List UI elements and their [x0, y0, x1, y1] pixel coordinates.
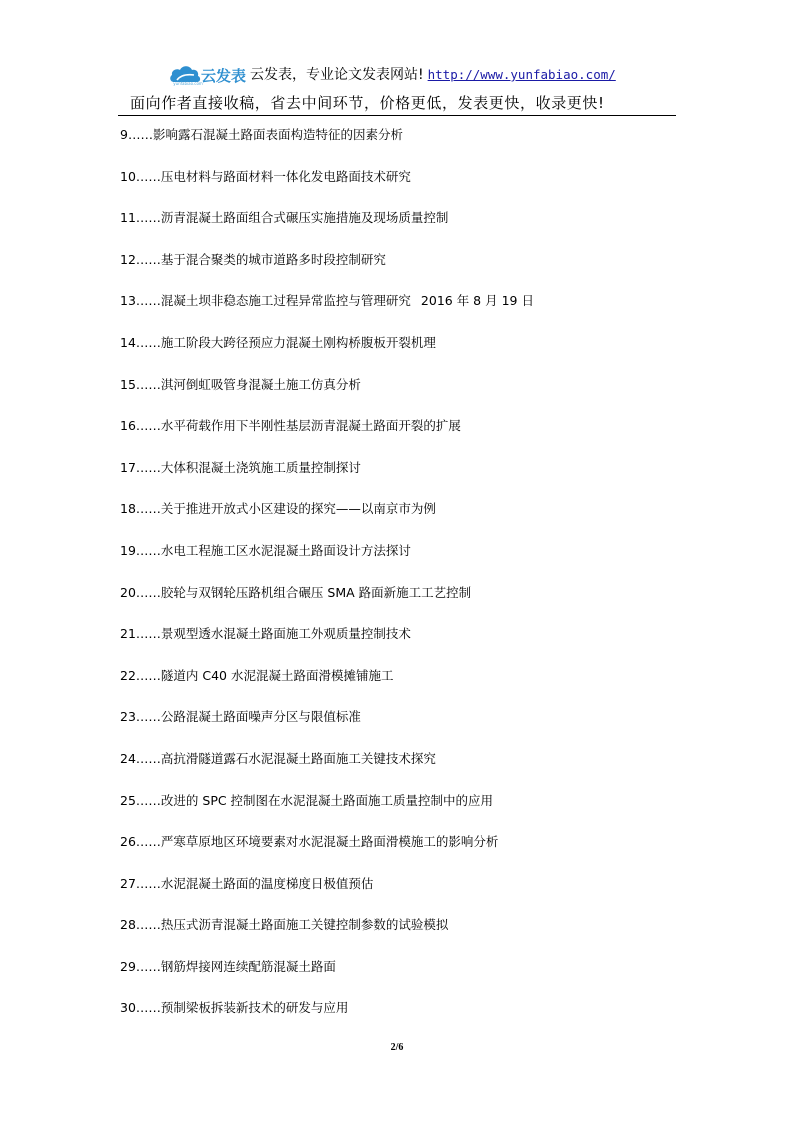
item-number: 14 [120, 334, 136, 350]
item-title: 高抗滑隧道露石水泥混凝土路面施工关键技术探究 [160, 750, 436, 766]
item-title: 预制梁板拆装新技术的研发与应用 [160, 1000, 349, 1016]
item-title: 水平荷载作用下半刚性基层沥青混凝土路面开裂的扩展 [160, 418, 461, 434]
item-number: 17 [120, 459, 136, 475]
item-date: 2016 年 8 月 19 日 [420, 293, 534, 309]
item-separator: …… [135, 709, 161, 725]
list-item [120, 541, 680, 583]
item-title: 公路混凝土路面噪声分区与限值标准 [160, 709, 361, 725]
item-title: 严寒草原地区环境要素对水泥混凝土路面滑模施工的影响分析 [160, 834, 499, 850]
item-title: 基于混合聚类的城市道路多时段控制研究 [160, 251, 386, 267]
item-title: 热压式沥青混凝土路面施工关键控制参数的试验模拟 [160, 917, 449, 933]
item-separator: …… [135, 792, 161, 808]
item-number: 22 [120, 667, 136, 683]
item-title: 水电工程施工区水泥混凝土路面设计方法探讨 [160, 542, 411, 558]
item-separator: …… [135, 667, 161, 683]
item-separator: …… [135, 418, 161, 434]
item-number: 16 [120, 418, 136, 434]
item-number: 18 [120, 501, 136, 517]
item-title: 景观型透水混凝土路面施工外观质量控制技术 [160, 626, 411, 642]
list-item [120, 791, 680, 833]
item-separator: …… [135, 210, 161, 226]
item-number: 27 [120, 875, 136, 891]
item-separator: …… [135, 334, 161, 350]
list-item [120, 666, 680, 708]
item-title: 施工阶段大跨径预应力混凝土刚构桥腹板开裂机理 [160, 334, 436, 350]
item-title: 影响露石混凝土路面表面构造特征的因素分析 [152, 127, 403, 142]
item-title: 大体积混凝土浇筑施工质量控制探讨 [160, 459, 361, 475]
list-item [120, 167, 680, 209]
list-item [120, 749, 680, 791]
list-item [120, 375, 680, 417]
item-separator: …… [135, 875, 161, 891]
item-separator: …… [135, 376, 161, 392]
item-title: 胶轮与双钢轮压路机组合碾压 SMA 路面新施工工艺控制 [160, 584, 472, 600]
item-title: 淇河倒虹吸管身混凝土施工仿真分析 [160, 376, 361, 392]
item-number: 23 [120, 709, 136, 725]
item-separator: …… [135, 501, 161, 517]
article-list [120, 125, 680, 1040]
item-separator: …… [135, 917, 161, 933]
item-separator: …… [135, 293, 161, 309]
item-number: 15 [120, 376, 136, 392]
list-item [120, 707, 680, 749]
header-slogan: 面向作者直接收稿，省去中间环节，价格更低，发表更快，收录更快! [130, 94, 605, 112]
item-title: 水泥混凝土路面的温度梯度日极值预估 [160, 875, 374, 891]
item-title: 改进的 SPC 控制图在水泥混凝土路面施工质量控制中的应用 [160, 792, 494, 808]
list-item [120, 291, 680, 333]
item-separator: …… [135, 958, 161, 974]
item-separator: …… [135, 584, 161, 600]
list-item [120, 125, 680, 167]
item-number: 26 [120, 834, 136, 850]
tagline-text: 云发表，专业论文发表网站! [250, 67, 424, 83]
item-number: 13 [120, 293, 136, 309]
item-title: 隧道内 C40 水泥混凝土路面滑模摊铺施工 [160, 667, 394, 683]
list-item [120, 583, 680, 625]
item-number: 30 [120, 1000, 136, 1016]
item-title: 混凝土坝非稳态施工过程异常监控与管理研究 [160, 293, 411, 309]
header-tagline [250, 64, 616, 84]
item-number: 29 [120, 958, 136, 974]
item-separator: …… [127, 127, 153, 142]
item-separator: …… [135, 542, 161, 558]
item-title: 关于推进开放式小区建设的探究——以南京市为例 [160, 501, 436, 517]
item-number: 25 [120, 792, 136, 808]
page-number: 2/6 [390, 1042, 404, 1053]
item-number: 24 [120, 750, 136, 766]
list-item [120, 499, 680, 541]
item-title: 压电材料与路面材料一体化发电路面技术研究 [160, 168, 411, 184]
item-number: 9 [120, 127, 128, 142]
list-item [120, 832, 680, 874]
page-header [118, 54, 678, 116]
item-separator: …… [135, 251, 161, 267]
list-item [120, 208, 680, 250]
list-item [120, 915, 680, 957]
item-separator: …… [135, 459, 161, 475]
list-item [120, 957, 680, 999]
item-number: 28 [120, 917, 136, 933]
item-separator: …… [135, 1000, 161, 1016]
item-title: 钢筋焊接网连续配筋混凝土路面 [160, 958, 336, 974]
list-item [120, 998, 680, 1040]
item-separator: …… [135, 168, 161, 184]
item-title: 沥青混凝土路面组合式碾压实施措施及现场质量控制 [160, 210, 449, 226]
item-number: 10 [120, 168, 136, 184]
list-item [120, 624, 680, 666]
item-separator: …… [135, 834, 161, 850]
yunfabiao-logo [168, 60, 250, 96]
svg-text:云发表: 云发表 [201, 67, 247, 85]
item-number: 12 [120, 251, 136, 267]
list-item [120, 333, 680, 375]
item-number: 20 [120, 584, 136, 600]
item-separator: …… [135, 750, 161, 766]
list-item [120, 458, 680, 500]
list-item [120, 416, 680, 458]
site-url-link[interactable]: http://www.yunfabiao.com/ [427, 67, 616, 82]
item-number: 11 [120, 210, 136, 226]
item-separator: …… [135, 626, 161, 642]
logo-subtext: yunfabiao.com [173, 81, 203, 86]
item-number: 21 [120, 626, 136, 642]
list-item [120, 250, 680, 292]
item-number: 19 [120, 542, 136, 558]
list-item [120, 874, 680, 916]
header-divider [118, 115, 676, 116]
